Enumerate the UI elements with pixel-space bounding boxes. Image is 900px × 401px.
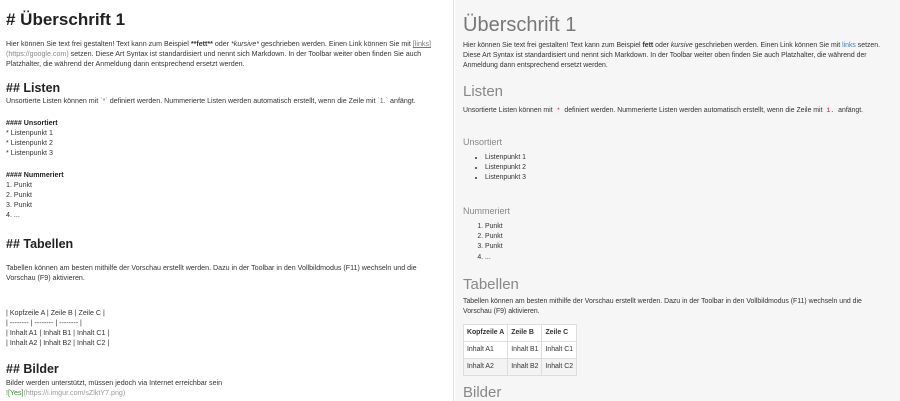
editor-intro-text: Hier können Sie text frei gestalten! Text kann zum Beispiel — [6, 40, 191, 48]
preview-text: definiert werden. Nummerierte Listen werden automatisch erstellt, wenn die Zeile mit — [562, 107, 825, 114]
list-item: 2. Punkt — [6, 190, 33, 199]
preview-text: geschrieben werden. Einen Link können Sie mit — [692, 42, 843, 49]
preview-numbered-list — [463, 222, 892, 263]
table-cell: Inhalt A2 — [464, 359, 508, 376]
list-item: 1. Punkt — [6, 181, 33, 189]
editor-image-alt: ![Yes] — [6, 389, 24, 397]
editor-h4-numbered-line — [6, 171, 447, 181]
editor-h1-line — [6, 10, 447, 30]
list-item: 4. ... — [485, 253, 892, 263]
table-line: | Inhalt A1 | Inhalt B1 | Inhalt C1 | — [6, 328, 110, 337]
list-item: • Listenpunkt 3 — [485, 173, 892, 183]
preview-h2-tables: Tabellen — [463, 276, 519, 293]
preview-text: Unsortierte Listen können mit — [463, 107, 555, 114]
table-header-cell: Zeile C — [542, 325, 577, 342]
table-cell: Inhalt A1 — [464, 342, 508, 359]
editor-inline-code: `*` — [100, 97, 108, 105]
preview-text: anfängt. — [836, 107, 864, 114]
editor-text: definiert werden. Nummerierte Listen werden automatisch erstellt, wenn die Zeile mit — [107, 97, 378, 105]
editor-intro-text: geschrieben werden. Einen Link können Sie mit — [259, 40, 411, 48]
preview-bold: fett — [642, 42, 654, 49]
editor-h2-lists: ## Listen — [6, 81, 61, 95]
table-cell: Inhalt B1 — [508, 342, 542, 359]
editor-bold-markup: **fett** — [190, 40, 213, 48]
preview-link[interactable]: links — [842, 42, 856, 49]
editor-h2-images-line — [6, 362, 447, 377]
editor-text: anfängt. — [388, 97, 416, 105]
list-item: • Listenpunkt 1 — [485, 153, 892, 163]
preview-h2-lists: Listen — [463, 83, 504, 100]
preview-h2-images: Bilder — [463, 384, 502, 401]
list-item: 1. Punkt — [485, 222, 892, 232]
table-header-cell: Zeile B — [508, 325, 542, 342]
editor-h2-tables: ## Tabellen — [6, 237, 74, 251]
list-item: * Listenpunkt 3 — [6, 148, 53, 157]
list-item: * Listenpunkt 2 — [6, 138, 53, 147]
preview-table-wrapper — [463, 324, 892, 376]
preview-h4-unsorted: Unsortiert — [463, 137, 503, 147]
list-item: 2. Punkt — [485, 232, 892, 242]
editor-link-url: (https://google.com) — [6, 49, 69, 58]
table-row — [464, 359, 577, 376]
table-header-cell: Kopfzeile A — [464, 325, 508, 342]
table-line: | Inhalt A2 | Inhalt B2 | Inhalt C2 | — [6, 338, 110, 347]
editor-h4-numbered: #### Nummeriert — [6, 171, 64, 179]
editor-images-desc: Bilder werden unterstützt, müssen jedoch via Internet erreichbar sein — [6, 379, 223, 387]
preview-unsorted-list — [463, 153, 892, 184]
editor-unsorted-list — [6, 129, 447, 159]
editor-h2-lists-line — [6, 81, 447, 96]
editor-h2-tables-line — [6, 237, 447, 252]
list-item: 3. Punkt — [6, 200, 33, 209]
editor-tables-desc: Tabellen können am besten mithilfe der Vorschau erstellt werden. Dazu in der Toolbar in den Vollbildmodus (F11) wechseln und die Vorschau (F9) aktivieren. — [6, 264, 417, 282]
editor-intro-text: oder — [212, 40, 232, 48]
preview-table — [463, 324, 577, 376]
preview-text: setzen. Diese Art Syntax ist standardisiert und nennt sich Markdown. In der Toolbar weiter oben finden Sie auch Platzhalter, die während der Anmeldung dann entsprechend ersetzt werden. — [463, 42, 881, 69]
list-item: 3. Punkt — [485, 242, 892, 252]
editor-numbered-list — [6, 181, 447, 221]
editor-lists-desc — [6, 97, 447, 107]
preview-italic: kursive — [670, 42, 693, 49]
preview-inline-code: 1. — [826, 107, 835, 114]
preview-tables-desc: Tabellen können am besten mithilfe der Vorschau erstellt werden. Dazu in der Toolbar in den Vollbildmodus (F11) wechseln und die Vorschau (F9) aktivieren. — [463, 298, 862, 315]
table-cell: Inhalt C1 — [542, 342, 577, 359]
editor-intro-paragraph — [6, 40, 447, 70]
markdown-preview — [455, 0, 900, 401]
preview-h1: Überschrift 1 — [463, 14, 577, 36]
editor-image-url: (https://i.imgur.com/sZlktY7.png) — [23, 389, 126, 397]
table-cell: Inhalt B2 — [508, 359, 542, 376]
table-header-row — [464, 325, 577, 342]
list-item: • Listenpunkt 2 — [485, 163, 892, 173]
editor-table-markup — [6, 309, 447, 349]
list-item: 4. ... — [6, 210, 20, 219]
list-item: * Listenpunkt 1 — [6, 129, 53, 137]
table-cell: Inhalt C2 — [542, 359, 577, 376]
editor-h1: # Überschrift 1 — [6, 10, 126, 29]
editor-text: Unsortierte Listen können mit — [6, 97, 101, 105]
table-row — [464, 342, 577, 359]
editor-h4-unsorted-line — [6, 119, 447, 129]
editor-intro-text: setzen. Diese Art Syntax ist standardisiert und nennt sich Markdown. In der Toolbar weiter oben finden Sie auch Platzhalter, die während der Anmeldung dann entsprechend ersetzt werden. — [6, 49, 422, 68]
editor-h4-unsorted: #### Unsortiert — [6, 119, 58, 127]
table-line: | -------- | -------- | -------- | — [6, 318, 82, 327]
preview-intro-paragraph — [463, 41, 892, 71]
preview-h4-numbered: Nummeriert — [463, 206, 511, 216]
table-line: | Kopfzeile A | Zeile B | Zeile C | — [6, 309, 105, 317]
preview-text: Hier können Sie text frei gestalten! Text kann zum Beispiel — [463, 42, 643, 49]
preview-lists-desc — [463, 106, 892, 116]
editor-inline-code: `1.` — [377, 97, 389, 105]
editor-h2-images: ## Bilder — [6, 362, 59, 376]
editor-italic-markup: *kursive* — [231, 40, 260, 48]
preview-text: oder — [653, 42, 671, 49]
editor-link-label: [links] — [412, 40, 431, 48]
preview-inline-code: * — [556, 107, 561, 114]
editor-image-markup — [6, 389, 447, 399]
